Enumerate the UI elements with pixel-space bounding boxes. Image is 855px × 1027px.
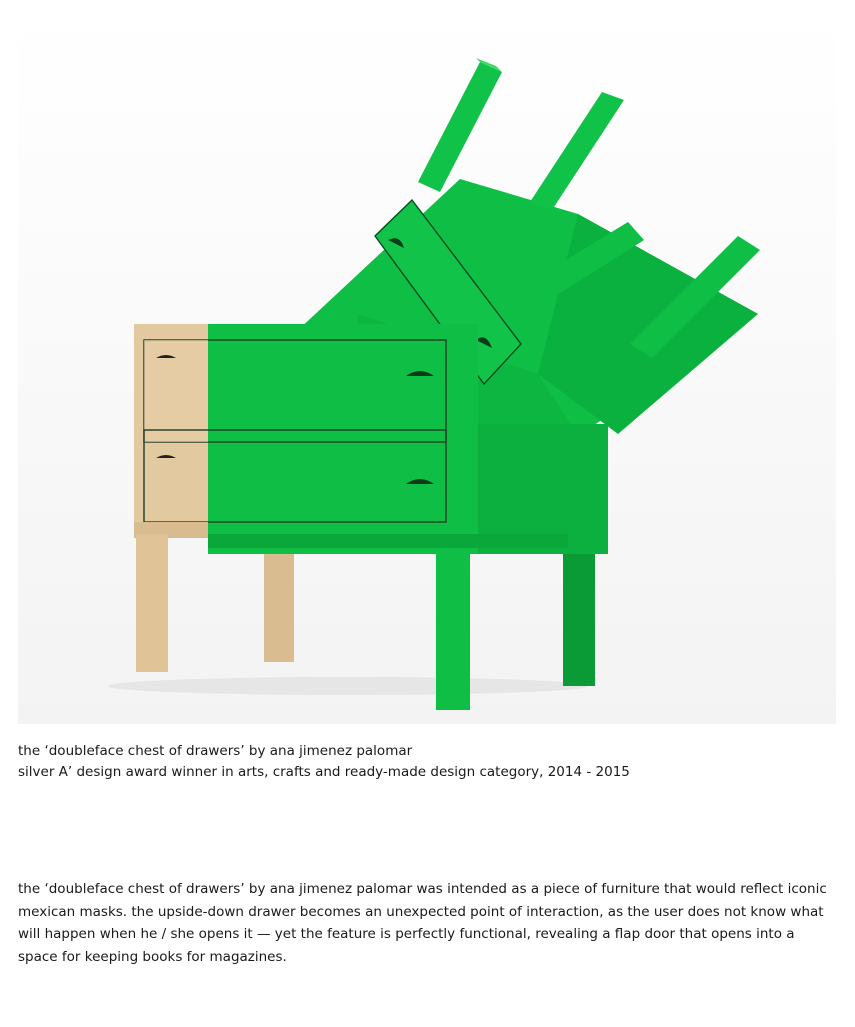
- caption-award: silver A’ design award winner in arts, crafts and ready-made design category, 2014 - 2015: [18, 764, 630, 780]
- front-wood-leg: [136, 534, 168, 672]
- image-caption: [18, 741, 838, 783]
- article-paragraph: the ‘doubleface chest of drawers’ by ana jimenez palomar was intended as a piece of furniture that would reflect iconic mexican masks. the upside-down drawer becomes an unexpected point of interaction, as the user does not know what will happen when he / she opens it — yet the feature is perfectly functional, revealing a flap door that opens into a space for keeping books for magazines.: [18, 881, 827, 965]
- caption-title: the ‘doubleface chest of drawers’ by ana jimenez palomar: [18, 743, 413, 759]
- back-wood-leg: [264, 544, 294, 662]
- front-green-leg: [436, 554, 470, 710]
- product-photo: [18, 14, 836, 724]
- green-front: [208, 324, 478, 554]
- back-green-leg: [563, 544, 595, 686]
